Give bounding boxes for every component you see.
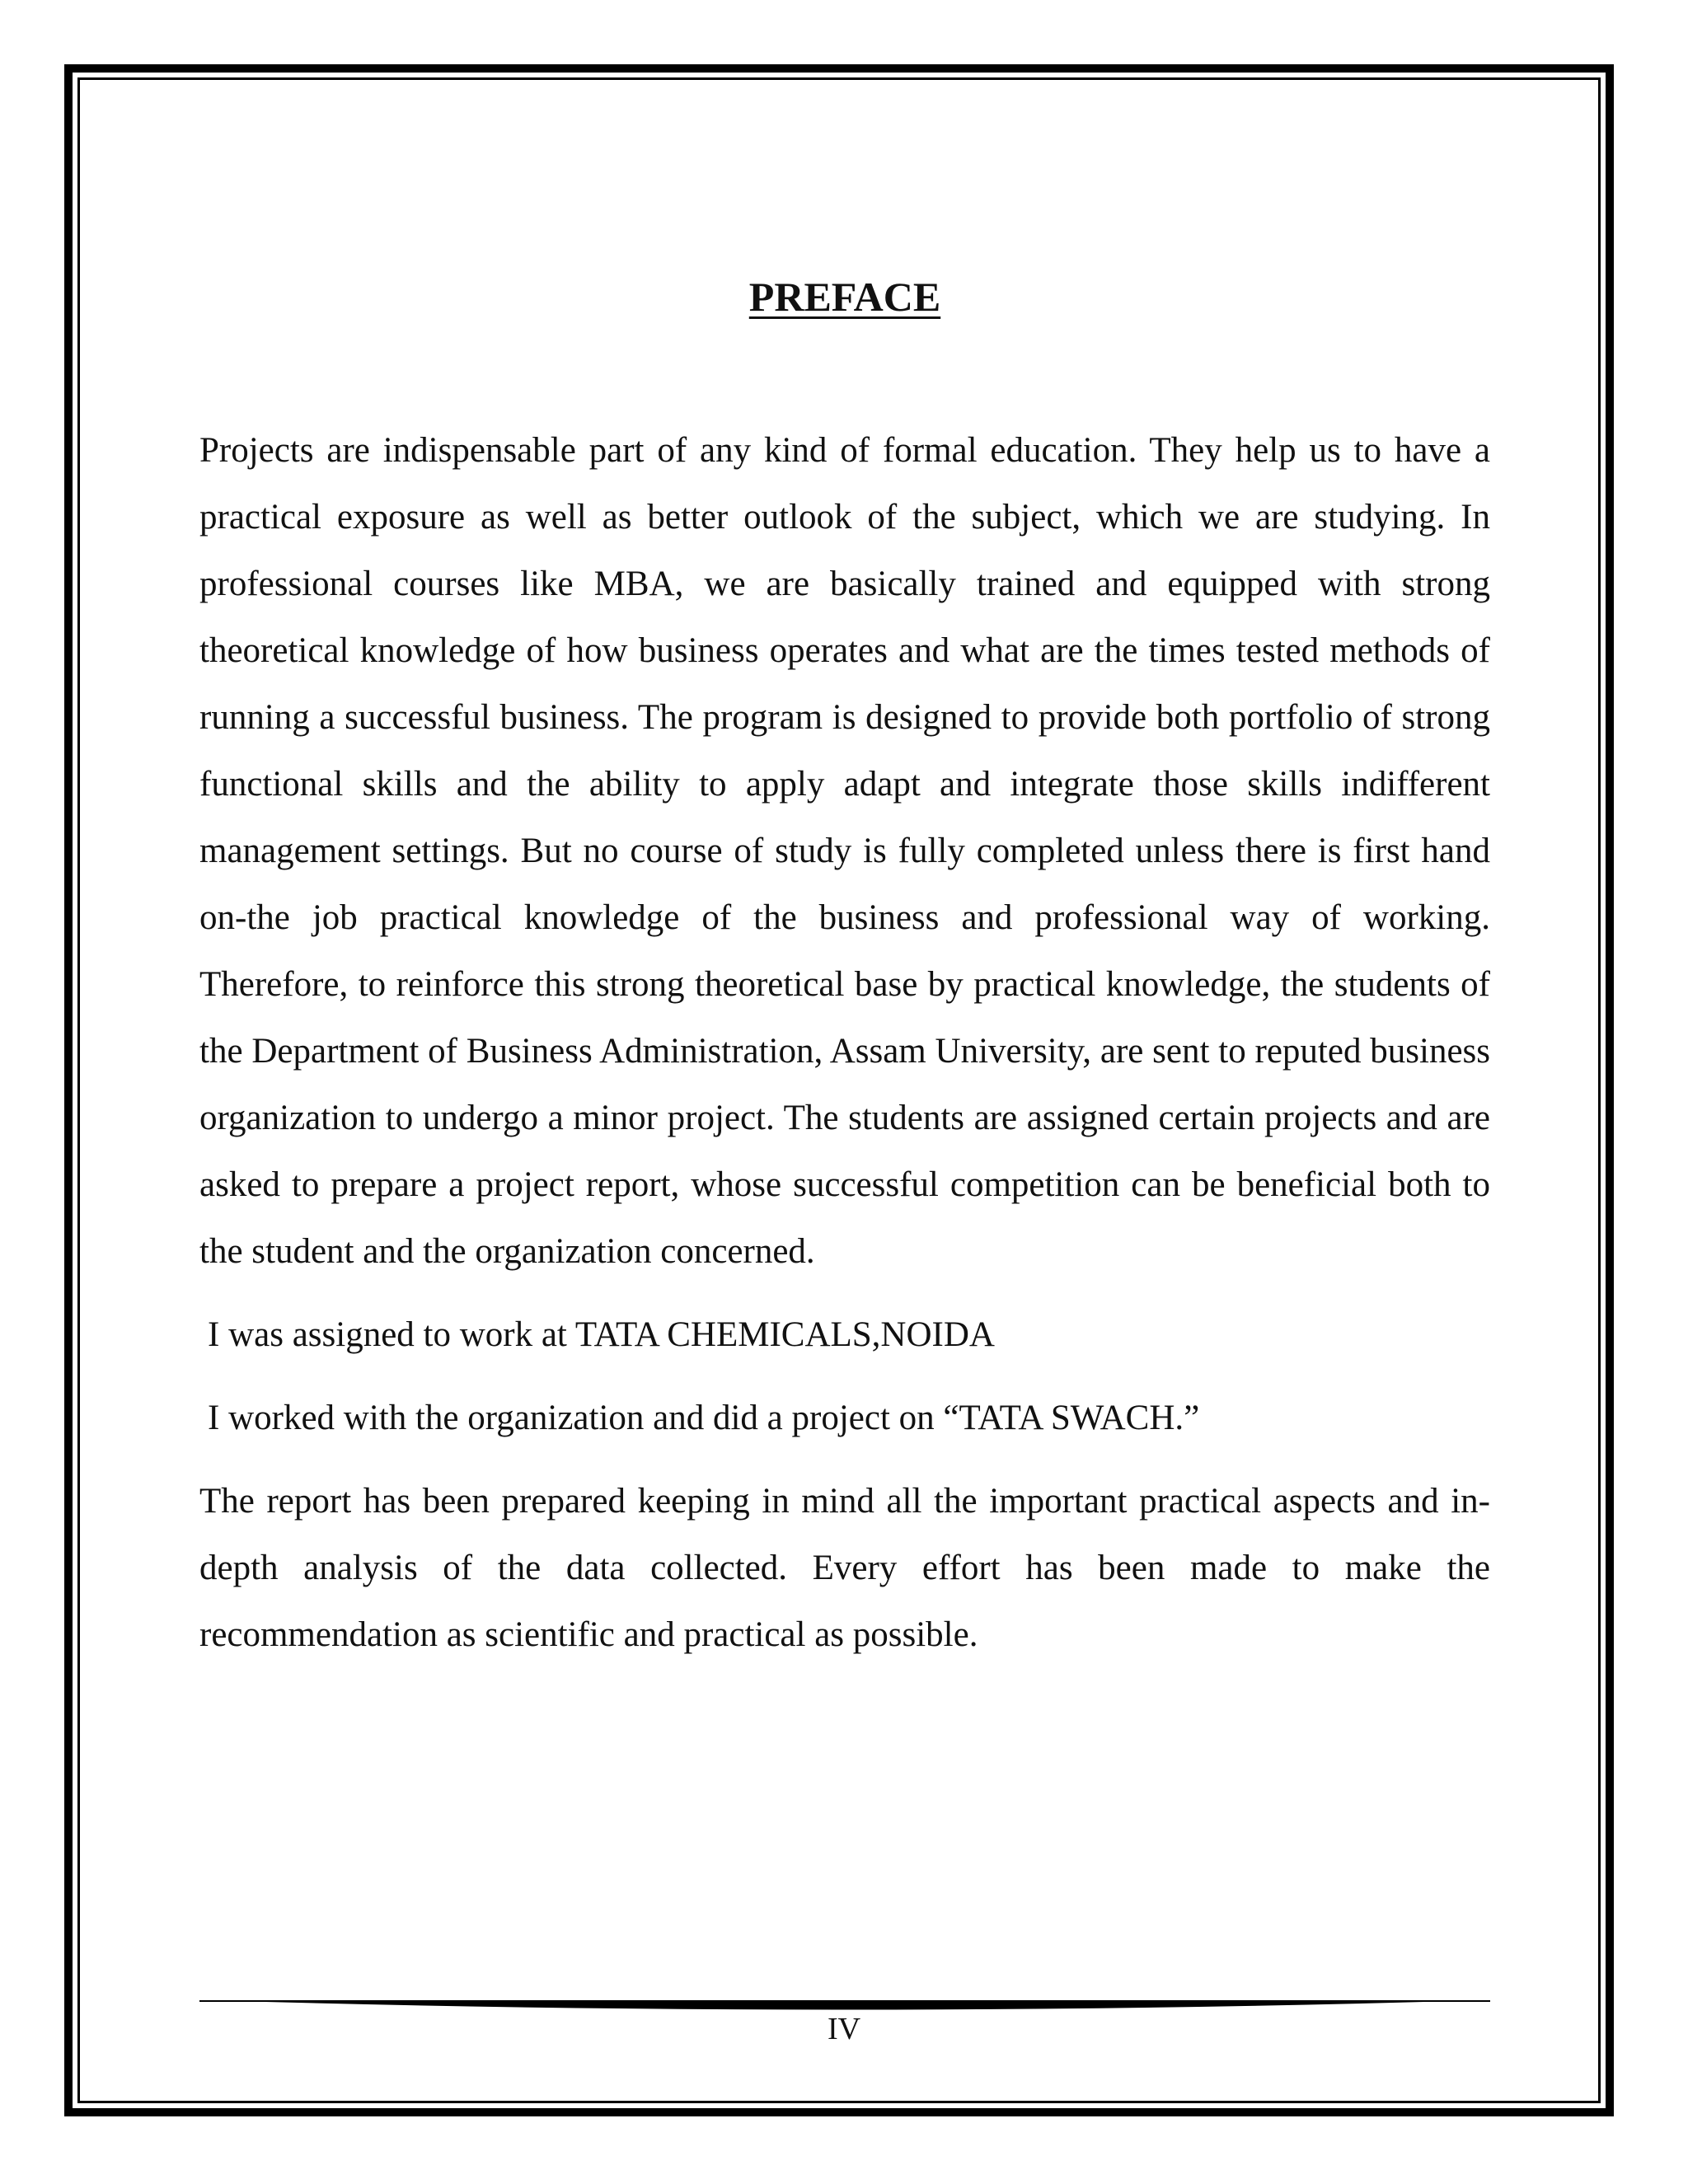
document-body: [199, 272, 1490, 1668]
page-number: IV: [827, 2012, 861, 2046]
paragraph-conclusion: The report has been prepared keeping in mind all the important practical aspects and in-depth analysis of the data collected. Every effort has been made to make the recommendation as scientific and practical as possible.: [199, 1482, 1490, 1654]
page-title: PREFACE: [748, 274, 941, 320]
paragraph-assignment: I was assigned to work at TATA CHEMICALS,NOIDA: [208, 1315, 995, 1354]
paragraph-intro: Projects are indispensable part of any kind of formal education. They help us to have a practical exposure as well as better outlook of the subject, which we are studying. In professional courses like MBA, we are basically trained and equipped with strong theoretical knowledge of how business operates and what are the times tested methods of running a successful business. The program is designed to provide both portfolio of strong functional skills and the ability to apply adapt and integrate those skills indifferent management settings. But no course of study is fully completed unless there is first hand on-the job practical knowledge of the business and professional way of working. Therefore, to reinforce this strong theoretical base by practical knowledge, the students of the Department of Business Administration, Assam University, are sent to reputed business organization to undergo a minor project. The students are assigned certain projects and are asked to prepare a project report, whose successful competition can be beneficial both to the student and the organization concerned.: [199, 431, 1490, 1271]
paragraph-project: I worked with the organization and did a project on “TATA SWACH.”: [208, 1399, 1200, 1437]
